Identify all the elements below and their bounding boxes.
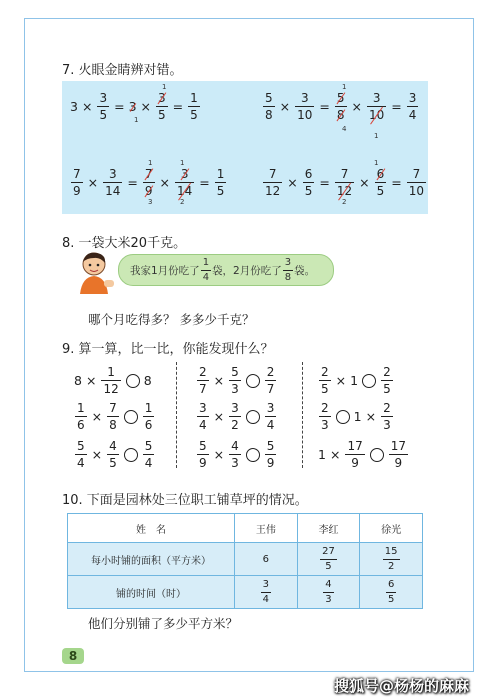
table-header: 王伟 [235, 514, 298, 543]
cancel-note: 1 [162, 83, 167, 91]
compare-circle[interactable] [336, 410, 350, 424]
compare-row: $\frac{1}{6}$ × $\frac{7}{8}$ $\frac{1}{6}$ [77, 401, 153, 432]
table-cell: $\frac{4}{3}$ [297, 576, 360, 609]
table-header: 姓 名 [68, 514, 235, 543]
crossed-num: 3 [128, 99, 137, 114]
row-label: 铺的时间（时） [68, 576, 235, 609]
boy-illustration [74, 250, 116, 294]
compare-circle[interactable] [126, 374, 140, 388]
cancel-note: 1 [148, 159, 153, 167]
section8-title: 8. 一袋大米20千克。 [62, 236, 187, 251]
compare-row: $\frac{5}{4}$ × $\frac{4}{5}$ $\frac{5}{4}$ [77, 439, 153, 470]
column-divider [302, 362, 303, 468]
table-cell: $\frac{6}{5}$ [360, 576, 423, 609]
section10-title: 10. 下面是园林处三位职工铺草坪的情况。 [62, 493, 308, 508]
cancel-note: 1 [134, 116, 139, 124]
fraction: $\frac{1}{5}$ [190, 91, 198, 122]
compare-row: 8 × $\frac{1}{12}$ 8 [74, 365, 152, 396]
table-cell: $\frac{3}{4}$ [235, 576, 298, 609]
table-header: 徐光 [360, 514, 423, 543]
cancel-note: 1 [374, 132, 379, 140]
table-header-row [68, 514, 423, 543]
compare-row: $\frac{2}{3}$ 1 × $\frac{2}{3}$ [321, 401, 391, 432]
compare-circle[interactable] [124, 448, 138, 462]
expr-7-4: $\frac{7}{12}$ × $\frac{6}{5}$ = $\frac{7}{12}$ × $\frac{6}{5}$ = $\frac{7}{10}$ [265, 167, 425, 198]
fraction: $\frac{3}{5}$ [99, 91, 108, 122]
section8-question: 哪个月吃得多？ 多多少千克？ [88, 312, 255, 327]
row-label: 每小时铺的面积（平方米） [68, 543, 235, 576]
page-number: 8 [62, 648, 84, 664]
column-divider [176, 362, 177, 468]
num: 3 [70, 99, 78, 114]
fraction: $\frac{3}{5}$ [158, 91, 166, 122]
cancel-note: 1 [180, 159, 185, 167]
compare-row: 1 × $\frac{17}{9}$ $\frac{17}{9}$ [318, 439, 406, 470]
table-header: 李红 [297, 514, 360, 543]
expr-7-2: $\frac{5}{8}$ × $\frac{3}{10}$ = $\frac{5}{8}$ × $\frac{3}{10}$ = $\frac{3}{4}$ [265, 91, 417, 122]
compare-row: $\frac{2}{7}$ × $\frac{5}{3}$ $\frac{2}{7}$ [199, 365, 275, 396]
cancel-note: 1 [342, 83, 347, 91]
table-cell: 6 [235, 543, 298, 576]
compare-circle[interactable] [246, 448, 260, 462]
section7-title: 7. 火眼金睛辨对错。 [62, 63, 183, 78]
compare-circle[interactable] [370, 448, 384, 462]
watermark: 搜狐号@杨杨的麻麻 [334, 677, 470, 695]
compare-circle[interactable] [124, 410, 138, 424]
compare-circle[interactable] [362, 374, 376, 388]
compare-row: $\frac{3}{4}$ × $\frac{3}{2}$ $\frac{3}{4}$ [199, 401, 275, 432]
compare-row: $\frac{2}{5}$ × 1 $\frac{2}{5}$ [321, 365, 391, 396]
section10-question: 他们分别铺了多少平方米？ [88, 616, 239, 631]
table-row [68, 576, 423, 609]
lawn-table [67, 513, 423, 609]
bubble-text: 我家1月份吃了 $\frac{1}{4}$ 袋，2月份吃了 $\frac{3}{8}$ 袋。 [130, 257, 316, 283]
cancel-note: 3 [148, 198, 153, 206]
cancel-note: 2 [342, 198, 347, 206]
expr-7-1: 3 × $\frac{3}{5}$ = 3 × $\frac{3}{5}$ = $\frac{1}{5}$ [70, 91, 198, 122]
compare-row: $\frac{5}{9}$ × $\frac{4}{3}$ $\frac{5}{9}$ [199, 439, 275, 470]
table-row [68, 543, 423, 576]
cancel-note: 1 [374, 159, 379, 167]
table-cell: $\frac{15}{2}$ [360, 543, 423, 576]
compare-circle[interactable] [246, 410, 260, 424]
expr-7-3: $\frac{7}{9}$ × $\frac{3}{14}$ = $\frac{7}{9}$ × $\frac{3}{14}$ = $\frac{1}{5}$ [73, 167, 225, 198]
cancel-note: 4 [342, 125, 347, 133]
compare-circle[interactable] [246, 374, 260, 388]
section9-title: 9. 算一算，比一比，你能发现什么？ [62, 342, 274, 357]
table-cell: $\frac{27}{5}$ [297, 543, 360, 576]
cancel-note: 2 [180, 198, 185, 206]
